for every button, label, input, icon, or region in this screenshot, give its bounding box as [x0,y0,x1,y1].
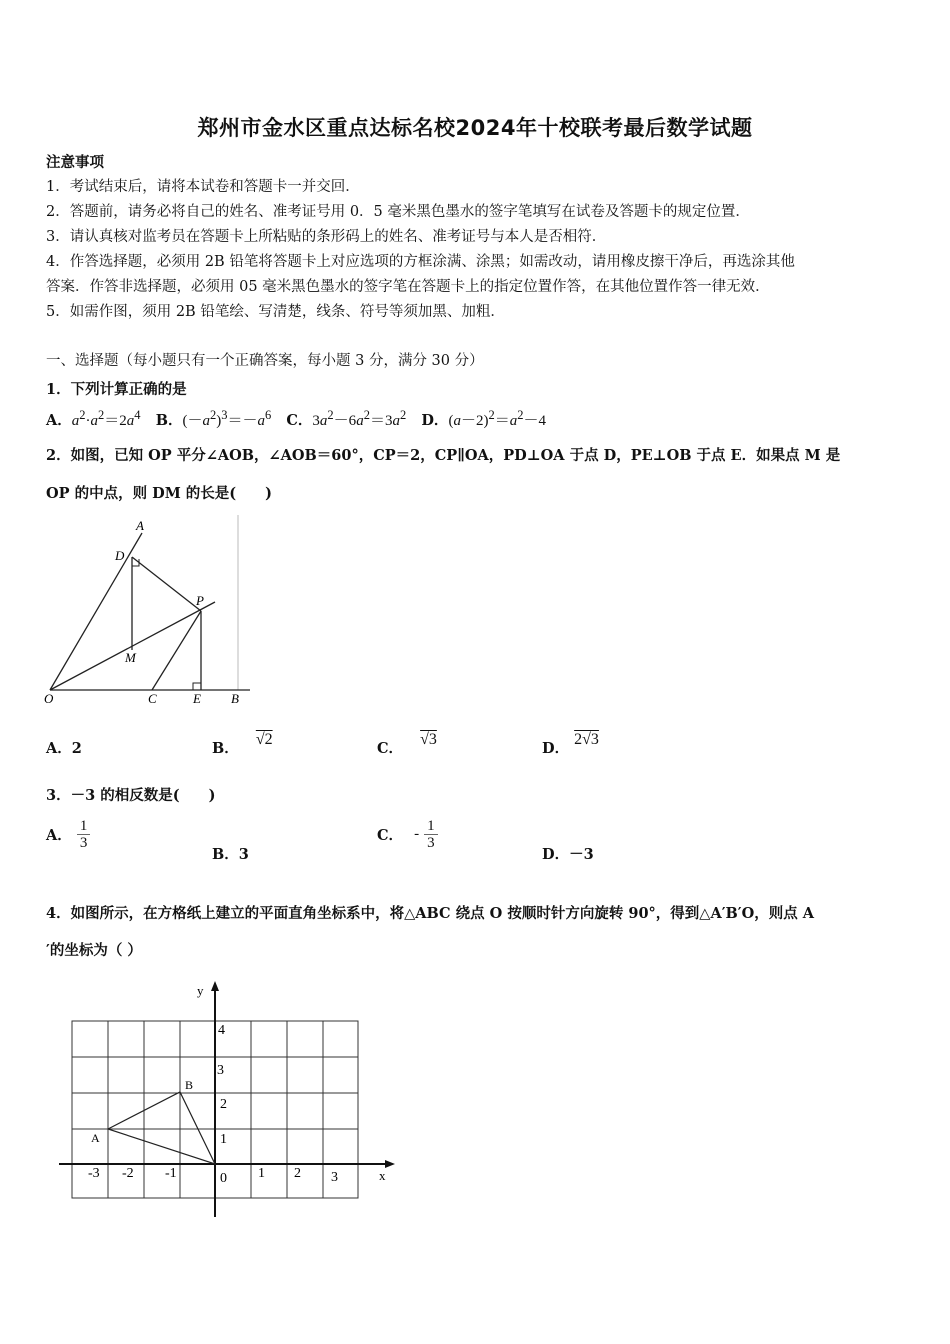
minus-sign: - [414,826,420,842]
option-label: B． [212,846,239,863]
notice-item: 5．如需作图，须用 2B 铅笔绘、写清楚，线条、符号等须加黑、加粗． [46,304,505,320]
tick-label: 0 [220,1171,227,1186]
x-axis-label: x [379,1168,386,1183]
label-o: O [44,691,54,706]
q3-option-b [212,843,249,864]
point-label-b: B [185,1078,194,1092]
notice-item: 3．请认真核对监考员在答题卡上所粘贴的条形码上的姓名、准考证号与本人是否相符． [46,229,607,245]
option-label: A． [46,740,72,757]
tick-label: 4 [218,1023,225,1038]
question-2-stem-line1: 2．如图，已知 OP 平分∠AOB，∠AOB＝60°，CP＝2，CP∥OA，PD⊥OA 于点 D，PE⊥OB 于点 E．如果点 M 是 [46,447,841,464]
option-label: B． [212,740,239,757]
fraction: $\frac{1}{3}$ [77,818,91,851]
notice-heading: 注意事项 [46,154,104,171]
tick-label: 1 [220,1132,227,1147]
notice-item: 1．考试结束后，请将本试卷和答题卡一并交回． [46,179,360,195]
question-4-stem-line1: 4．如图所示，在方格纸上建立的平面直角坐标系中，将△ABC 绕点 O 按顺时针方向旋转 90°，得到△A′B′O，则点 A [46,905,815,922]
label-p: P [196,593,204,608]
question-2-stem-line2: OP 的中点，则 DM 的长是( ) [46,485,273,502]
q2-option-d [542,728,599,757]
tick-label: 1 [258,1166,265,1181]
fraction: $\frac{1}{3}$ [424,818,438,851]
option-b-label: B． [155,412,183,429]
label-m: M [125,650,136,665]
coordinate-grid-figure [55,975,405,1225]
y-axis-label: y [197,983,204,998]
label-b: B [231,691,239,706]
option-c-label: C． [286,412,313,429]
option-value: 2√3 [574,731,599,748]
angle-bisector-figure [40,515,250,710]
tick-label: 2 [220,1097,227,1112]
x-axis-arrow [385,1160,395,1168]
question-1-options: A．$a^2\cdot a^2=2a^4$ B．$(-a^2)^3=-a^6$ C．$3a^2-6a^2=3a^2$ D．$(a-2)^2=a^2-4$ [46,408,546,429]
option-value: 3 [238,846,249,863]
question-4-stem-line2: ′的坐标为（ ） [46,942,142,959]
section-heading: 一、选择题（每小题只有一个正确答案，每小题 3 分，满分 30 分） [46,353,484,369]
option-value: 2 [71,740,82,757]
option-value: √2 [255,731,273,748]
option-d-label: D． [421,412,449,429]
question-1-stem: 1．下列计算正确的是 [46,381,187,398]
option-value: －3 [569,846,594,863]
option-value: √3 [420,731,437,748]
question-3-stem: 3．－3 的相反数是( ) [46,787,216,804]
tick-label: 3 [217,1063,224,1078]
q3-option-a [46,818,90,851]
q2-option-b [212,728,273,757]
q3-option-d [542,843,594,864]
option-label: C． [377,740,404,757]
q3-option-c [377,818,438,851]
tick-label: -3 [88,1166,100,1181]
q2-option-a [46,737,82,758]
notice-item: 4．作答选择题，必须用 2B 铅笔将答题卡上对应选项的方框涂满、涂黑；如需改动，请用橡皮擦干净后，再选涂其他 [46,254,795,270]
label-e: E [193,691,201,706]
label-a: A [136,518,144,533]
segment-pd [132,557,201,611]
page-title: 郑州市金水区重点达标名校2024年十校联考最后数学试题 [197,116,753,140]
tick-label: 2 [294,1166,301,1181]
option-label: D． [542,740,570,757]
triangle-abc [108,1092,215,1164]
label-c: C [148,691,157,706]
option-label: C． [377,827,404,844]
tick-label: -1 [165,1166,177,1181]
notice-item: 答案．作答非选择题，必须用 05 毫米黑色墨水的签字笔在答题卡上的指定位置作答，在其他位置作答一律无效． [46,279,770,295]
notice-item: 2．答题前，请务必将自己的姓名、准考证号用 0．5 毫米黑色墨水的签字笔填写在试卷及答题卡的规定位置． [46,204,750,220]
tick-label: 3 [331,1170,338,1185]
ray-oa [50,533,142,690]
tick-label: -2 [122,1166,134,1181]
point-label-a: A [91,1131,100,1145]
q2-option-c [377,728,437,757]
option-label: D． [542,846,570,863]
y-axis-arrow [211,981,219,991]
option-label: A． [46,827,72,844]
option-a-label: A． [46,412,72,429]
right-angle-mark [193,683,201,690]
label-d: D [115,548,125,563]
